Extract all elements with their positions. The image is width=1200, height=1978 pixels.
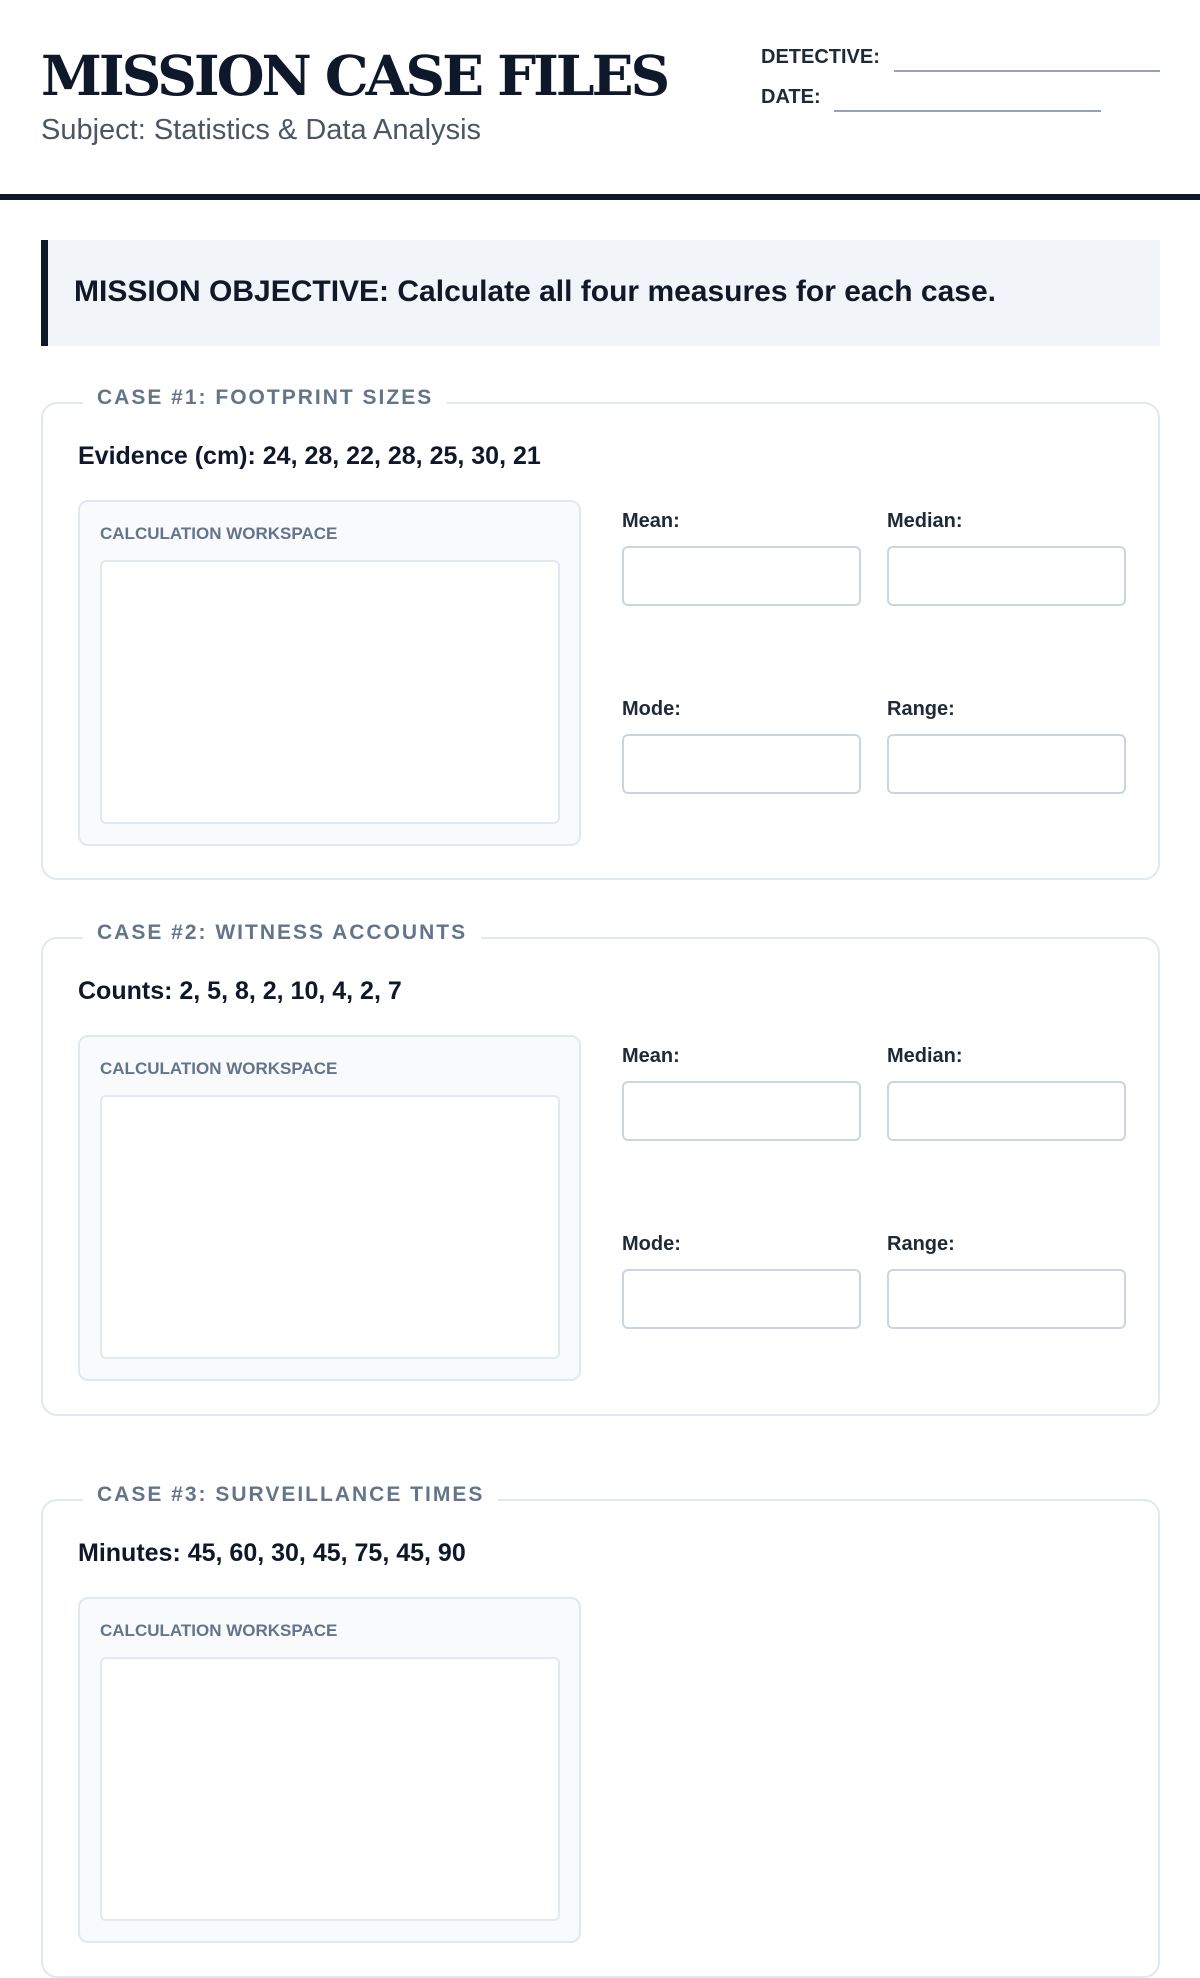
case-title: CASE #1: FOOTPRINT SIZES [83, 384, 447, 412]
mode-label: Mode: [622, 698, 681, 720]
detective-name-field[interactable] [894, 70, 1160, 72]
mode-label: Mode: [622, 1233, 681, 1255]
calculation-workspace [78, 1597, 581, 1943]
case-evidence: Counts: 2, 5, 8, 2, 10, 4, 2, 7 [78, 977, 402, 1005]
mean-label: Mean: [622, 1045, 680, 1067]
mode-answer-box[interactable] [622, 734, 861, 794]
median-label: Median: [887, 510, 963, 532]
range-label: Range: [887, 1233, 955, 1255]
worksheet-header [0, 0, 1200, 200]
median-answer-box[interactable] [887, 1081, 1126, 1141]
detective-label: DETECTIVE: [761, 46, 880, 68]
calculation-workspace [78, 1035, 581, 1381]
workspace-label: CALCULATION WORKSPACE [100, 1059, 338, 1078]
date-label: DATE: [761, 86, 821, 108]
mode-answer-box[interactable] [622, 1269, 861, 1329]
mean-answer-box[interactable] [622, 1081, 861, 1141]
mission-objective-text: MISSION OBJECTIVE: Calculate all four measures for each case. [74, 275, 996, 308]
median-answer-box[interactable] [887, 546, 1126, 606]
case-title: CASE #2: WITNESS ACCOUNTS [83, 919, 481, 947]
mean-label: Mean: [622, 510, 680, 532]
case-card-1 [41, 386, 1160, 880]
case-title: CASE #3: SURVEILLANCE TIMES [83, 1481, 498, 1509]
case-card-2 [41, 921, 1160, 1416]
workspace-label: CALCULATION WORKSPACE [100, 524, 338, 543]
mission-objective-banner [41, 240, 1160, 346]
mean-answer-box[interactable] [622, 546, 861, 606]
range-answer-box[interactable] [887, 1269, 1126, 1329]
workspace-label: CALCULATION WORKSPACE [100, 1621, 338, 1640]
worksheet-subtitle: Subject: Statistics & Data Analysis [41, 114, 482, 146]
date-field[interactable] [834, 110, 1101, 112]
case-evidence: Minutes: 45, 60, 30, 45, 75, 45, 90 [78, 1539, 466, 1567]
calculation-workspace [78, 500, 581, 846]
range-label: Range: [887, 698, 955, 720]
median-label: Median: [887, 1045, 963, 1067]
worksheet-title: MISSION CASE FILES [41, 43, 668, 108]
workspace-writing-area[interactable] [100, 1095, 560, 1359]
workspace-writing-area[interactable] [100, 560, 560, 824]
case-card-3 [41, 1483, 1160, 1978]
workspace-writing-area[interactable] [100, 1657, 560, 1921]
case-evidence: Evidence (cm): 24, 28, 22, 28, 25, 30, 21 [78, 442, 541, 470]
range-answer-box[interactable] [887, 734, 1126, 794]
